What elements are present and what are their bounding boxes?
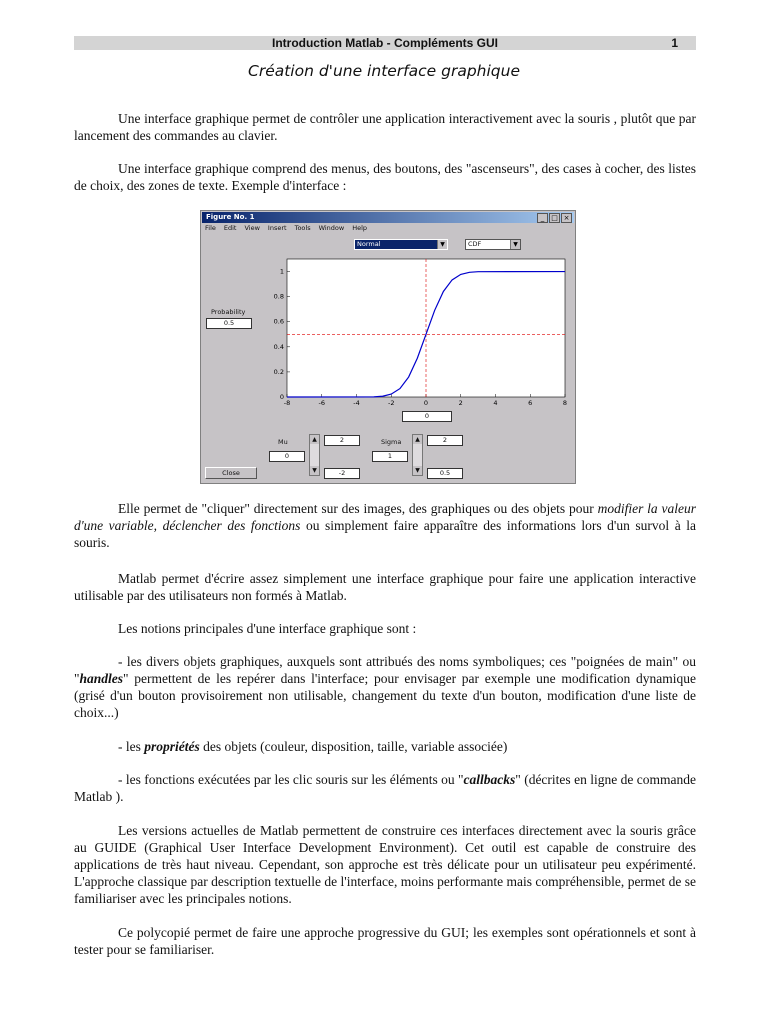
paragraph-click: Elle permet de "cliquer" directement sur des images, des graphiques ou des objets pour modifier la valeur d'une variable, déclencher des fonctions ou simplement faire apparaître des informations lors d'un survol à la souris. [74, 501, 696, 550]
close-button[interactable]: Close [205, 467, 257, 479]
paragraph-intro: Une interface graphique permet de contrôler une application interactivement avec la souris , plutôt que par lancement des commandes au clavier. [74, 111, 696, 143]
distribution-select-value: Normal [357, 240, 381, 248]
x-tick-label: 4 [493, 399, 498, 407]
paragraph-properties: - les propriétés des objets (couleur, disposition, taille, variable associée) [118, 739, 508, 754]
paragraph-callbacks: - les fonctions exécutées par les clic souris sur les éléments ou "callbacks" (décrites en ligne de commande Matlab ). [74, 772, 696, 804]
x-tick-label: -8 [283, 399, 291, 407]
y-tick-label: 0.8 [273, 292, 284, 301]
probability-label: Probability [211, 308, 246, 316]
sigma-label: Sigma [381, 438, 402, 446]
menu-tools[interactable]: Tools [294, 224, 311, 232]
paragraph-polycopie: Ce polycopié permet de faire une approche progressive du GUI; les exemples sont opérationnels et sont à tester pour se familiariser. [74, 925, 696, 957]
x-tick-label: 6 [528, 399, 533, 407]
chevron-down-icon: ▼ [510, 240, 520, 249]
menu-help[interactable]: Help [352, 224, 368, 232]
arrow-up-icon[interactable]: ▲ [413, 435, 422, 444]
document-title: Création d'une interface graphique [248, 62, 520, 80]
menu-window[interactable]: Window [318, 224, 345, 232]
menu-insert[interactable]: Insert [267, 224, 287, 232]
page-header [74, 36, 696, 50]
mu-min-field[interactable]: -2 [324, 468, 360, 479]
figure-title: Figure No. 1 [206, 213, 255, 221]
y-tick-label: 0.4 [273, 342, 284, 351]
menu-view[interactable]: View [244, 224, 260, 232]
mu-field[interactable]: 0 [269, 451, 305, 462]
arrow-up-icon[interactable]: ▲ [310, 435, 319, 444]
paragraph-components: Une interface graphique comprend des menus, des boutons, des "ascenseurs", des cases à cocher, des listes de choix, des zones de texte. Exemple d'interface : [74, 161, 696, 193]
matlab-figure-window [200, 210, 576, 484]
y-tick-label: 0.2 [273, 367, 284, 376]
x-tick-label: -2 [388, 399, 395, 407]
x-tick-label: -6 [318, 399, 325, 407]
x-tick-label: 8 [562, 399, 568, 407]
menu-file[interactable]: File [205, 224, 216, 232]
close-icon[interactable]: × [561, 213, 572, 223]
mu-max-field[interactable]: 2 [324, 435, 360, 446]
x-tick-label: 2 [458, 399, 463, 407]
minimize-icon[interactable]: _ [537, 213, 548, 223]
paragraph-guide: Les versions actuelles de Matlab permettent de construire ces interfaces directement avec la souris grâce au GUIDE (Graphical User Interface Development Environment). Cet outil est capable de construire des applications de très haut niveau. Cependant, son approche est très délicate pour un utilisateur peu expérimenté. L'approche classique par description textuelle de l'interface, moins performante mais compréhensible, permet de se familiariser avec les principales notions. [74, 823, 696, 906]
sigma-field[interactable]: 1 [372, 451, 408, 462]
menu-edit[interactable]: Edit [223, 224, 237, 232]
paragraph-matlab: Matlab permet d'écrire assez simplement une interface graphique pour faire une application interactive utilisable par des utilisateurs non formés à Matlab. [74, 571, 696, 603]
sigma-slider[interactable] [412, 434, 423, 476]
mu-label: Mu [278, 438, 288, 446]
y-tick-label: 0 [279, 393, 284, 401]
chevron-down-icon: ▼ [437, 240, 447, 249]
y-tick-label: 0.6 [273, 317, 284, 326]
probability-field[interactable]: 0.5 [206, 318, 252, 329]
function-select-value: CDF [468, 240, 482, 248]
arrow-down-icon[interactable]: ▼ [413, 466, 422, 475]
x-value-field[interactable]: 0 [402, 411, 452, 422]
header-title: Introduction Matlab - Compléments GUI [271, 36, 498, 50]
mu-slider[interactable] [309, 434, 320, 476]
x-tick-label: 0 [423, 399, 429, 407]
y-tick-label: 1 [279, 267, 284, 276]
maximize-icon[interactable]: □ [549, 213, 560, 223]
paragraph-notions: Les notions principales d'une interface graphique sont : [118, 621, 417, 636]
page-number: 1 [671, 36, 678, 50]
x-tick-label: -4 [353, 399, 360, 407]
arrow-down-icon[interactable]: ▼ [310, 466, 319, 475]
paragraph-handles: - les divers objets graphiques, auxquels sont attribués des noms symboliques; ces "poignées de main" ou "handles" permettent de les repérer dans l'interface; pour envisager par exemple une modification dynamique (grisé d'un bouton provisoirement non utilisable, changement du texte d'un bouton, modification d'une liste de choix...) [74, 654, 696, 720]
sigma-max-field[interactable]: 2 [427, 435, 463, 446]
sigma-min-field[interactable]: 0.5 [427, 468, 463, 479]
